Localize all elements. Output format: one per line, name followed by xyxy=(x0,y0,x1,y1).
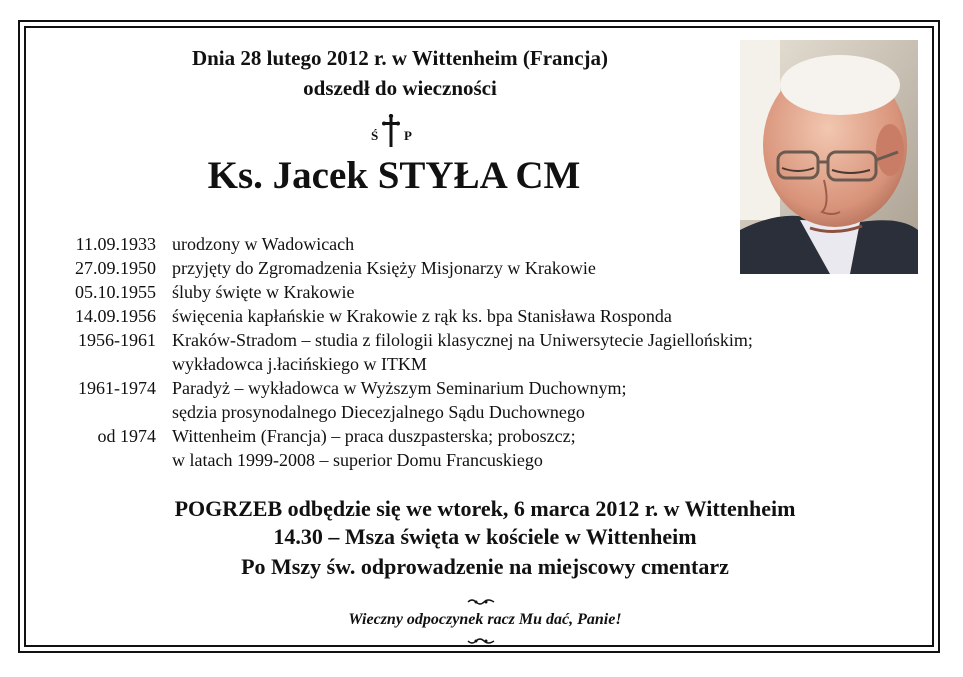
sp-mark xyxy=(365,114,425,150)
death-announcement-line: Dnia 28 lutego 2012 r. w Wittenheim (Francja) xyxy=(191,46,609,70)
sp-right-letter: P xyxy=(404,128,412,143)
bio-date: 14.09.1956 xyxy=(75,306,156,326)
eternity-line: odszedł do wieczności xyxy=(303,76,497,100)
bio-date: 11.09.1933 xyxy=(75,234,156,254)
bio-date: od 1974 xyxy=(97,426,156,446)
closing-prayer: Wieczny odpoczynek racz Mu dać, Panie! xyxy=(348,611,622,628)
bio-text: urodzony w Wadowicach xyxy=(172,234,355,254)
bio-row xyxy=(56,400,876,424)
biography-list xyxy=(56,232,876,472)
bio-row xyxy=(56,328,876,352)
deceased-name: Ks. Jacek STYŁA CM xyxy=(207,154,581,197)
funeral-announcement: POGRZEB odbędzie się we wtorek, 6 marca 2012 r. w Wittenheim xyxy=(174,496,796,521)
bio-row xyxy=(56,424,876,448)
bio-text: w latach 1999-2008 – superior Domu Francuskiego xyxy=(172,450,543,470)
sp-left-letter: Ś xyxy=(371,128,379,143)
burial-info: Po Mszy św. odprowadzenie na miejscowy cmentarz xyxy=(241,554,729,579)
mass-time: 14.30 – Msza święta w kościele w Wittenheim xyxy=(273,524,697,549)
bio-date: 1961-1974 xyxy=(78,378,156,398)
bio-row xyxy=(56,232,876,256)
bio-text: śluby święte w Krakowie xyxy=(172,282,355,302)
bio-date: 1956-1961 xyxy=(78,330,156,350)
bio-text: Paradyż – wykładowca w Wyższym Seminarium Duchownym; xyxy=(172,378,627,398)
ornament-divider-icon xyxy=(466,636,496,646)
bio-row xyxy=(56,376,876,400)
bio-text: święcenia kapłańskie w Krakowie z rąk ks. bpa Stanisława Rosponda xyxy=(172,306,672,326)
bio-date: 05.10.1955 xyxy=(75,282,156,302)
bio-row xyxy=(56,304,876,328)
cross-icon xyxy=(382,114,400,148)
bio-row xyxy=(56,280,876,304)
bio-row xyxy=(56,352,876,376)
bio-text: Kraków-Stradom – studia z filologii klasycznej na Uniwersytecie Jagiellońskim; xyxy=(172,330,753,350)
ornament-divider-icon xyxy=(466,597,496,607)
bio-row xyxy=(56,256,876,280)
bio-text: wykładowca j.łacińskiego w ITKM xyxy=(172,354,427,374)
bio-text: sędzia prosynodalnego Diecezjalnego Sądu Duchownego xyxy=(172,402,585,422)
bio-row xyxy=(56,448,876,472)
bio-text: przyjęty do Zgromadzenia Księży Misjonarzy w Krakowie xyxy=(172,258,596,278)
bio-text: Wittenheim (Francja) – praca duszpasterska; proboszcz; xyxy=(172,426,576,446)
bio-date: 27.09.1950 xyxy=(75,258,156,278)
